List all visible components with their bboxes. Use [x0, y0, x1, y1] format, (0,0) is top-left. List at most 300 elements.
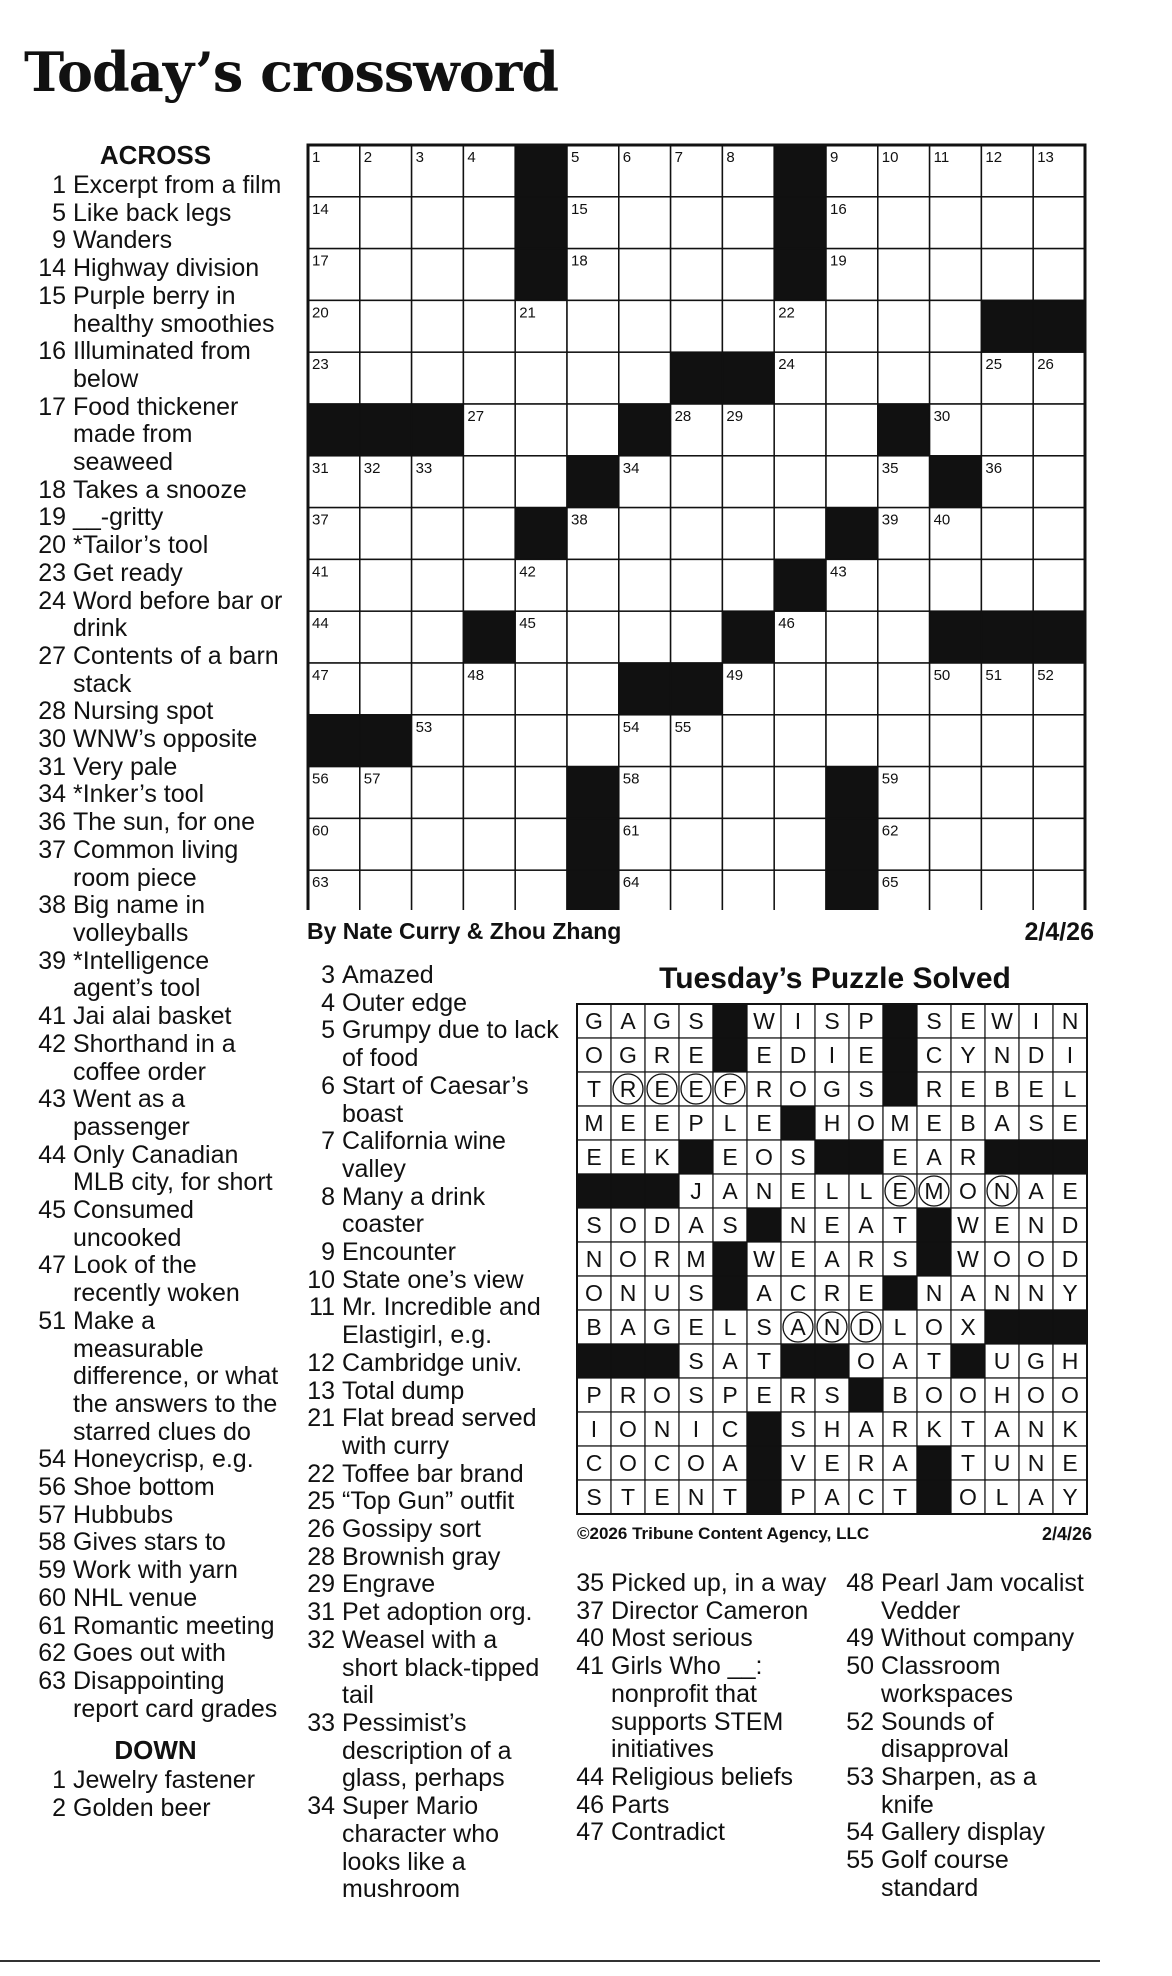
grid-cell[interactable]: [671, 767, 723, 819]
clue-text: Honeycrisp, e.g.: [73, 1445, 254, 1474]
clue-across-15: [28, 283, 283, 338]
grid-cell[interactable]: [930, 818, 982, 870]
grid-cell[interactable]: [463, 352, 515, 404]
clue-across-54: [28, 1446, 283, 1474]
grid-cell[interactable]: [619, 352, 671, 404]
solution-letter: O: [993, 1246, 1011, 1272]
solution-letter: E: [586, 1144, 602, 1170]
solution-letter: O: [619, 1450, 637, 1476]
grid-cell[interactable]: [826, 456, 878, 508]
grid-cell[interactable]: [463, 456, 515, 508]
solution-letter: L: [893, 1314, 907, 1340]
across-header: ACROSS: [99, 140, 212, 170]
solution-letter: N: [653, 1416, 671, 1442]
grid-cell[interactable]: [619, 197, 671, 249]
clue-text: Outer edge: [342, 988, 468, 1017]
grid-cell[interactable]: [1033, 404, 1085, 456]
grid-cell[interactable]: [412, 818, 464, 870]
grid-cell[interactable]: [360, 508, 412, 560]
grid-cell[interactable]: [412, 249, 464, 301]
clue-text: Weasel with a short black-tipped tail: [342, 1625, 540, 1710]
grid-cell[interactable]: [981, 767, 1033, 819]
solution-letter: Y: [960, 1042, 976, 1068]
solution-letter: G: [1027, 1348, 1045, 1374]
clue-text: Romantic meeting: [73, 1611, 275, 1640]
solution-black-square: [917, 1446, 951, 1480]
clue-number: 18: [38, 475, 66, 504]
grid-cell[interactable]: [722, 559, 774, 611]
cell-number: 37: [312, 511, 329, 529]
solution-letter: S: [824, 1382, 840, 1408]
grid-cell[interactable]: [722, 456, 774, 508]
grid-cell[interactable]: [981, 197, 1033, 249]
grid-cell[interactable]: [463, 767, 515, 819]
black-square: [774, 249, 826, 301]
grid-cell[interactable]: [567, 300, 619, 352]
solution-letter: T: [892, 1484, 908, 1510]
grid-cell[interactable]: [360, 352, 412, 404]
cell-number: 18: [571, 252, 588, 270]
clue-number: 9: [321, 1238, 335, 1267]
grid-cell[interactable]: [360, 611, 412, 663]
clue-across-60: [28, 1585, 283, 1613]
clue-down-col4-49: [836, 1625, 1096, 1653]
black-square: [515, 197, 567, 249]
solution-letter: E: [790, 1178, 806, 1204]
clue-down-col2-21: [297, 1405, 559, 1460]
grid-cell[interactable]: [930, 300, 982, 352]
grid-cell[interactable]: [515, 818, 567, 870]
grid-cell[interactable]: [567, 352, 619, 404]
grid-cell[interactable]: [930, 197, 982, 249]
solution-letter: N: [1027, 1280, 1045, 1306]
solution-letter: N: [1027, 1450, 1045, 1476]
cell-number: 51: [985, 667, 1003, 684]
clue-number: 46: [576, 1790, 604, 1819]
grid-cell[interactable]: [930, 715, 982, 767]
solution-letter: O: [619, 1212, 637, 1238]
grid-cell[interactable]: [878, 249, 930, 301]
grid-cell[interactable]: [412, 508, 464, 560]
clue-text: Hubbubs: [73, 1500, 174, 1529]
grid-cell[interactable]: [981, 870, 1033, 910]
grid-cell[interactable]: [878, 559, 930, 611]
down-clue-column-2: [297, 962, 559, 1904]
black-square: [308, 715, 360, 767]
grid-cell[interactable]: [360, 870, 412, 910]
grid-cell[interactable]: [981, 559, 1033, 611]
solution-letter: E: [688, 1042, 704, 1068]
grid-cell[interactable]: [826, 715, 878, 767]
grid-cell[interactable]: [981, 715, 1033, 767]
solution-letter: W: [957, 1246, 979, 1272]
grid-cell[interactable]: [774, 508, 826, 560]
grid-cell[interactable]: [981, 818, 1033, 870]
clue-across-9: [28, 227, 283, 255]
black-square: [981, 611, 1033, 663]
grid-cell[interactable]: [463, 508, 515, 560]
clue-down-col4-54: [836, 1819, 1096, 1847]
grid-cell[interactable]: [722, 197, 774, 249]
cell-number: 1: [312, 149, 321, 166]
grid-cell[interactable]: [826, 404, 878, 456]
solution-letter: E: [722, 1144, 738, 1170]
solution-black-square: [1053, 1140, 1087, 1174]
grid-cell[interactable]: [774, 663, 826, 715]
grid-cell[interactable]: [567, 715, 619, 767]
clue-down-col1-1: [28, 1767, 283, 1795]
grid-cell[interactable]: [1033, 249, 1085, 301]
solution-letter: P: [858, 1008, 874, 1034]
clue-down-col3-46: [566, 1792, 831, 1820]
grid-cell[interactable]: [826, 663, 878, 715]
grid-cell[interactable]: [463, 715, 515, 767]
grid-cell[interactable]: [619, 300, 671, 352]
grid-cell[interactable]: [671, 300, 723, 352]
grid-cell[interactable]: [360, 818, 412, 870]
grid-cell[interactable]: [360, 663, 412, 715]
solution-black-square: [849, 1140, 883, 1174]
cell-number: 40: [933, 511, 951, 529]
solution-black-square: [883, 1072, 917, 1106]
clue-number: 38: [38, 891, 66, 920]
clue-number: 25: [307, 1487, 335, 1516]
grid-cell[interactable]: [981, 508, 1033, 560]
clue-number: 11: [309, 1293, 335, 1322]
grid-cell[interactable]: [722, 249, 774, 301]
grid-cell[interactable]: [463, 818, 515, 870]
grid-cell[interactable]: [412, 197, 464, 249]
solution-letter: Y: [1062, 1280, 1078, 1306]
cell-number: 3: [415, 149, 424, 166]
clue-text: Toffee bar brand: [342, 1459, 524, 1488]
clue-number: 31: [38, 752, 66, 781]
solution-black-square: [917, 1242, 951, 1276]
solution-letter: S: [688, 1008, 704, 1034]
grid-cell[interactable]: [722, 767, 774, 819]
grid-cell[interactable]: [774, 767, 826, 819]
solution-letter: O: [925, 1382, 943, 1408]
grid-cell[interactable]: [463, 249, 515, 301]
black-square: [619, 663, 671, 715]
cell-number: 58: [622, 770, 640, 788]
clue-number: 15: [38, 281, 66, 310]
grid-cell[interactable]: [671, 611, 723, 663]
solution-grid: [575, 1002, 1092, 1517]
solution-letter: O: [857, 1348, 875, 1374]
solution-letter: E: [790, 1246, 806, 1272]
clue-text: Purple berry in healthy smoothies: [73, 281, 275, 338]
clue-down-col2-8: [297, 1184, 559, 1239]
grid-cell[interactable]: [774, 456, 826, 508]
solution-black-square: [951, 1344, 985, 1378]
clue-text: Work with yarn: [73, 1556, 238, 1585]
clue-across-41: [28, 1003, 283, 1031]
clue-down-col3-44: [566, 1764, 831, 1792]
clue-down-col2-25: [297, 1488, 559, 1516]
clue-down-col1-2: [28, 1795, 283, 1823]
solution-letter: I: [794, 1008, 802, 1034]
solution-black-square: [815, 1140, 849, 1174]
grid-cell[interactable]: [878, 300, 930, 352]
clue-text: *Inker’s tool: [73, 780, 205, 809]
grid-cell[interactable]: [412, 767, 464, 819]
grid-cell[interactable]: [1033, 818, 1085, 870]
clue-number: 9: [52, 226, 66, 255]
solution-letter: T: [926, 1348, 942, 1374]
clue-number: 21: [307, 1404, 335, 1433]
grid-cell[interactable]: [722, 870, 774, 910]
clue-number: 43: [38, 1085, 66, 1114]
cell-number: 25: [985, 356, 1003, 374]
cell-number: 32: [363, 459, 381, 477]
grid-cell[interactable]: [360, 559, 412, 611]
grid-cell[interactable]: [515, 456, 567, 508]
clue-down-col3-37: [566, 1598, 831, 1626]
grid-cell[interactable]: [515, 663, 567, 715]
grid-cell[interactable]: [878, 663, 930, 715]
grid-cell[interactable]: [1033, 767, 1085, 819]
black-square: [826, 818, 878, 870]
grid-cell[interactable]: [619, 249, 671, 301]
solution-letter: G: [585, 1008, 603, 1034]
solution-letter: A: [722, 1348, 738, 1374]
clue-across-14: [28, 255, 283, 283]
grid-cell[interactable]: [722, 508, 774, 560]
grid-cell[interactable]: [567, 611, 619, 663]
grid-cell[interactable]: [515, 404, 567, 456]
grid-cell[interactable]: [619, 611, 671, 663]
grid-cell[interactable]: [463, 559, 515, 611]
grid-cell[interactable]: [722, 300, 774, 352]
solution-letter: E: [994, 1212, 1010, 1238]
solution-letter: S: [1028, 1110, 1044, 1136]
grid-cell[interactable]: [930, 352, 982, 404]
clue-text: NHL venue: [73, 1583, 198, 1612]
grid-cell[interactable]: [1033, 559, 1085, 611]
solution-letter: H: [1061, 1348, 1079, 1374]
grid-cell[interactable]: [619, 559, 671, 611]
grid-cell[interactable]: [360, 197, 412, 249]
clue-down-col2-29: [297, 1571, 559, 1599]
solution-black-square: [985, 1140, 1019, 1174]
clue-number: 27: [38, 641, 66, 670]
clue-number: 40: [576, 1624, 604, 1653]
solution-letter: R: [823, 1280, 841, 1306]
grid-cell[interactable]: [930, 559, 982, 611]
clue-text: Highway division: [73, 254, 260, 283]
grid-cell[interactable]: [671, 559, 723, 611]
solution-letter: C: [585, 1450, 603, 1476]
grid-cell[interactable]: [619, 508, 671, 560]
grid-cell[interactable]: [774, 870, 826, 910]
clue-text: Make a measurable difference, or what the answers to the starred clues do: [73, 1306, 279, 1446]
clue-down-col4-50: [836, 1653, 1096, 1708]
clue-text: Flat bread served with curry: [342, 1404, 537, 1460]
grid-cell[interactable]: [515, 767, 567, 819]
grid-cell[interactable]: [567, 559, 619, 611]
solution-black-square: [713, 1038, 747, 1072]
clue-down-col2-33: [297, 1710, 559, 1793]
clue-number: 39: [38, 946, 66, 975]
solution-letter: O: [959, 1178, 977, 1204]
solution-letter: K: [1062, 1416, 1078, 1442]
solution-letter: X: [960, 1314, 976, 1340]
grid-cell[interactable]: [930, 249, 982, 301]
clue-text: Jewelry fastener: [73, 1766, 256, 1795]
grid-cell[interactable]: [722, 715, 774, 767]
solution-letter: S: [586, 1484, 602, 1510]
solution-black-square: [781, 1106, 815, 1140]
cell-number: 7: [674, 149, 683, 166]
cell-number: 45: [519, 615, 536, 633]
grid-cell[interactable]: [774, 818, 826, 870]
solution-letter: S: [926, 1008, 942, 1034]
solution-letter: M: [924, 1178, 944, 1204]
clue-number: 33: [307, 1708, 335, 1737]
cell-number: 52: [1037, 667, 1054, 684]
clue-text: __-gritty: [73, 503, 164, 532]
clue-number: 36: [38, 808, 66, 837]
grid-cell[interactable]: [826, 611, 878, 663]
grid-cell[interactable]: [360, 300, 412, 352]
grid-cell[interactable]: [1033, 197, 1085, 249]
clue-text: Pearl Jam vocalist Vedder: [881, 1569, 1084, 1625]
solution-letter: B: [994, 1076, 1010, 1102]
clue-down-col3-35: [566, 1570, 831, 1598]
crossword-grid[interactable]: [306, 143, 1088, 910]
clue-across-51: [28, 1308, 283, 1447]
solution-letter: D: [1061, 1212, 1079, 1238]
solution-letter: L: [723, 1110, 737, 1136]
clue-number: 1: [52, 1766, 66, 1795]
clue-number: 13: [307, 1376, 335, 1405]
clue-text: Excerpt from a film: [73, 171, 282, 199]
clue-across-28: [28, 698, 283, 726]
clue-number: 20: [38, 531, 66, 560]
solution-letter: N: [1061, 1008, 1079, 1034]
grid-cell[interactable]: [878, 352, 930, 404]
clue-across-63: [28, 1668, 283, 1723]
grid-cell[interactable]: [412, 870, 464, 910]
grid-cell[interactable]: [1033, 456, 1085, 508]
grid-cell[interactable]: [671, 870, 723, 910]
solution-letter: G: [619, 1042, 637, 1068]
grid-cell[interactable]: [567, 663, 619, 715]
solution-letter: C: [925, 1042, 943, 1068]
clue-text: Encounter: [342, 1238, 456, 1267]
clue-number: 4: [321, 988, 335, 1017]
grid-cell[interactable]: [981, 404, 1033, 456]
grid-cell[interactable]: [671, 818, 723, 870]
grid-cell[interactable]: [774, 404, 826, 456]
grid-cell[interactable]: [930, 767, 982, 819]
grid-cell[interactable]: [671, 456, 723, 508]
solution-letter: S: [722, 1212, 738, 1238]
clue-text: Illuminated from below: [73, 337, 251, 393]
grid-cell[interactable]: [463, 197, 515, 249]
clue-text: The sun, for one: [73, 808, 256, 837]
clue-across-45: [28, 1197, 283, 1252]
solution-black-square: [747, 1446, 781, 1480]
cell-number: 54: [622, 718, 640, 736]
grid-cell[interactable]: [515, 715, 567, 767]
solution-letter: N: [789, 1212, 807, 1238]
grid-cell[interactable]: [412, 663, 464, 715]
clue-text: *Intelligence agent’s tool: [73, 946, 210, 1003]
grid-cell[interactable]: [722, 818, 774, 870]
clue-text: Brownish gray: [342, 1542, 501, 1571]
grid-cell[interactable]: [412, 611, 464, 663]
cell-number: 14: [312, 200, 329, 218]
clue-number: 26: [307, 1515, 335, 1544]
grid-cell[interactable]: [671, 249, 723, 301]
grid-cell[interactable]: [671, 508, 723, 560]
grid-cell[interactable]: [671, 197, 723, 249]
grid-cell[interactable]: [774, 715, 826, 767]
grid-cell[interactable]: [930, 870, 982, 910]
clue-number: 52: [846, 1707, 874, 1736]
grid-cell[interactable]: [567, 404, 619, 456]
grid-cell[interactable]: [412, 300, 464, 352]
solution-letter: I: [1032, 1008, 1040, 1034]
grid-cell[interactable]: [360, 249, 412, 301]
grid-cell[interactable]: [463, 870, 515, 910]
grid-cell[interactable]: [878, 197, 930, 249]
puzzle-date: 2/4/26: [1024, 918, 1094, 946]
solution-letter: A: [722, 1450, 738, 1476]
clue-text: Word before bar or drink: [73, 586, 283, 643]
black-square: [930, 611, 982, 663]
grid-cell[interactable]: [1033, 508, 1085, 560]
solution-letter: H: [823, 1110, 841, 1136]
solution-letter: S: [586, 1212, 602, 1238]
clue-number: 10: [307, 1265, 335, 1294]
grid-cell[interactable]: [412, 559, 464, 611]
solution-letter: N: [687, 1484, 705, 1510]
grid-cell[interactable]: [1033, 870, 1085, 910]
cell-number: 17: [312, 252, 329, 270]
clue-number: 49: [846, 1624, 874, 1653]
grid-cell[interactable]: [1033, 715, 1085, 767]
black-square: [360, 404, 412, 456]
grid-cell[interactable]: [826, 300, 878, 352]
grid-cell[interactable]: [878, 611, 930, 663]
solution-letter: R: [857, 1450, 875, 1476]
cell-number: 12: [985, 149, 1003, 166]
solution-letter: E: [926, 1110, 942, 1136]
black-square: [463, 611, 515, 663]
grid-cell[interactable]: [515, 870, 567, 910]
grid-cell[interactable]: [515, 352, 567, 404]
solution-letter: A: [688, 1212, 704, 1238]
grid-cell[interactable]: [826, 352, 878, 404]
clue-number: 7: [321, 1127, 335, 1156]
grid-cell[interactable]: [981, 249, 1033, 301]
clue-number: 2: [52, 1794, 66, 1823]
grid-cell[interactable]: [878, 715, 930, 767]
grid-cell[interactable]: [463, 300, 515, 352]
clue-text: Common living room piece: [73, 835, 239, 892]
grid-cell[interactable]: [412, 352, 464, 404]
clue-number: 29: [307, 1570, 335, 1599]
clue-number: 16: [38, 337, 66, 366]
solution-letter: N: [993, 1178, 1011, 1204]
solution-letter: C: [653, 1450, 671, 1476]
clue-down-col2-31: [297, 1599, 559, 1627]
clue-number: 61: [38, 1611, 66, 1640]
black-square: [671, 663, 723, 715]
